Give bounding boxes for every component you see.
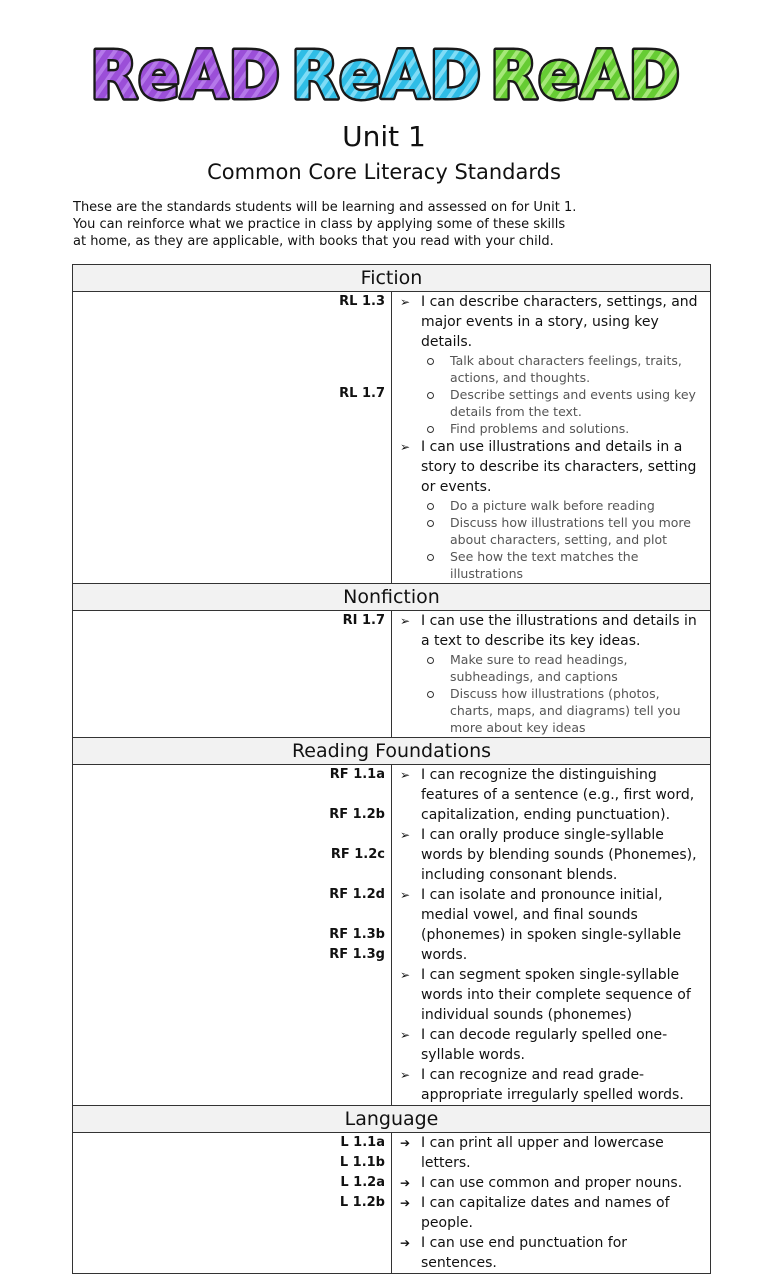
svg-text:ReAD: ReAD [490,37,680,108]
arrow-bullet-icon: ➢ [400,440,411,454]
standard-code: L 1.1a [340,1135,385,1150]
standard-code: L 1.2b [339,1195,385,1210]
standard-item [400,965,704,1025]
arrow-bullet-icon: ➢ [400,828,411,842]
tip-text: Talk about characters feelings, traits, actions, and thoughts. [450,353,682,385]
tip-item [400,548,704,582]
arrow-bullet-icon: ➔ [400,1176,411,1190]
standard-text: I can use the illustrations and details in a text to describe its key ideas. [421,613,697,649]
tip-item [400,420,704,437]
arrow-bullet-icon: ➔ [400,1136,411,1150]
standard-body [392,292,711,584]
circle-bullet-icon [427,657,434,664]
intro-line: at home, as they are applicable, with books that you read with your child. [73,234,554,249]
section-heading-fiction: Fiction [73,265,711,292]
standard-item [400,885,704,965]
arrow-bullet-icon: ➔ [400,1236,411,1250]
standard-text: I can use illustrations and details in a story to describe its characters, setting or events. [421,439,697,495]
standard-codes [73,292,392,584]
standard-code: RF 1.3b [329,927,385,942]
standard-item [400,765,704,825]
circle-bullet-icon [427,520,434,527]
standard-text: I can describe characters, settings, and major events in a story, using key details. [421,294,698,350]
section-heading-nonfiction: Nonfiction [73,584,711,611]
intro-line: You can reinforce what we practice in class by applying some of these skills [73,217,566,232]
circle-bullet-icon [427,392,434,399]
page-title: Unit 1 [342,120,426,153]
tip-item [400,514,704,548]
standard-item [400,437,704,497]
arrow-bullet-icon: ➢ [400,614,411,628]
intro-paragraph [73,199,703,250]
standard-text: I can decode regularly spelled one-syllable words. [421,1027,668,1063]
standard-code: L 1.2a [340,1175,385,1190]
circle-bullet-icon [427,426,434,433]
standard-code: RF 1.1a [329,767,385,782]
standard-item [400,1233,704,1273]
standard-code: RL 1.7 [339,386,385,401]
standard-item [400,611,704,651]
standard-item [400,1173,704,1193]
standard-text: I can segment spoken single-syllable words into their complete sequence of individual sounds (phonemes) [421,967,691,1023]
standard-body [392,765,711,1106]
svg-text:ReAD: ReAD [291,37,481,108]
tip-item [400,651,704,685]
standard-text: I can use end punctuation for sentences. [421,1235,628,1271]
standard-code: RF 1.2c [330,847,385,862]
tip-item [400,386,704,420]
section-heading-language: Language [73,1106,711,1133]
section-heading-reading-foundations: Reading Foundations [73,738,711,765]
tip-text: Discuss how illustrations tell you more about characters, setting, and plot [450,515,691,547]
tip-text: See how the text matches the illustrations [450,549,639,581]
arrow-bullet-icon: ➢ [400,768,411,782]
standard-text: I can capitalize dates and names of people. [421,1195,670,1231]
standard-item [400,1133,704,1173]
arrow-bullet-icon: ➢ [400,1028,411,1042]
standard-body [392,611,711,738]
standard-item [400,825,704,885]
circle-bullet-icon [427,554,434,561]
standard-text: I can recognize the distinguishing features of a sentence (e.g., first word, capitalization, ending punctuation). [421,767,695,823]
arrow-bullet-icon: ➢ [400,888,411,902]
tip-text: Do a picture walk before reading [450,498,655,513]
standard-code: RF 1.2d [329,887,385,902]
arrow-bullet-icon: ➔ [400,1196,411,1210]
standard-text: I can isolate and pronounce initial, medial vowel, and final sounds (phonemes) in spoken single-syllable words. [421,887,682,963]
standard-code: RF 1.2b [329,807,385,822]
standard-codes [73,611,392,738]
standard-item [400,1065,704,1105]
page-subtitle: Common Core Literacy Standards [207,160,561,184]
standard-item [400,1193,704,1233]
tip-item [400,352,704,386]
standard-code: RI 1.7 [342,613,385,628]
standard-codes [73,1133,392,1274]
tip-item [400,685,704,736]
tip-text: Find problems and solutions. [450,421,630,436]
standard-text: I can print all upper and lowercase letters. [421,1135,664,1171]
arrow-bullet-icon: ➢ [400,295,411,309]
read-read-read-banner [88,34,682,108]
standards-table [72,264,711,1274]
arrow-bullet-icon: ➢ [400,1068,411,1082]
circle-bullet-icon [427,691,434,698]
standard-text: I can recognize and read grade-appropriate irregularly spelled words. [421,1067,684,1103]
standard-body [392,1133,711,1274]
arrow-bullet-icon: ➢ [400,968,411,982]
tip-text: Make sure to read headings, subheadings, and captions [450,652,628,684]
tip-item [400,497,704,514]
standard-codes [73,765,392,1106]
standard-text: I can use common and proper nouns. [421,1175,683,1191]
circle-bullet-icon [427,503,434,510]
intro-line: These are the standards students will be learning and assessed on for Unit 1. [73,200,577,215]
standard-text: I can orally produce single-syllable words by blending sounds (Phonemes), including consonant blends. [421,827,697,883]
standard-code: RL 1.3 [339,294,385,309]
standard-item [400,292,704,352]
tip-text: Discuss how illustrations (photos, charts, maps, and diagrams) tell you more about key ideas [450,686,681,735]
circle-bullet-icon [427,358,434,365]
standard-code: RF 1.3g [329,947,385,962]
tip-text: Describe settings and events using key details from the text. [450,387,696,419]
standard-code: L 1.1b [339,1155,385,1170]
svg-text:ReAD: ReAD [90,37,280,108]
standard-item [400,1025,704,1065]
